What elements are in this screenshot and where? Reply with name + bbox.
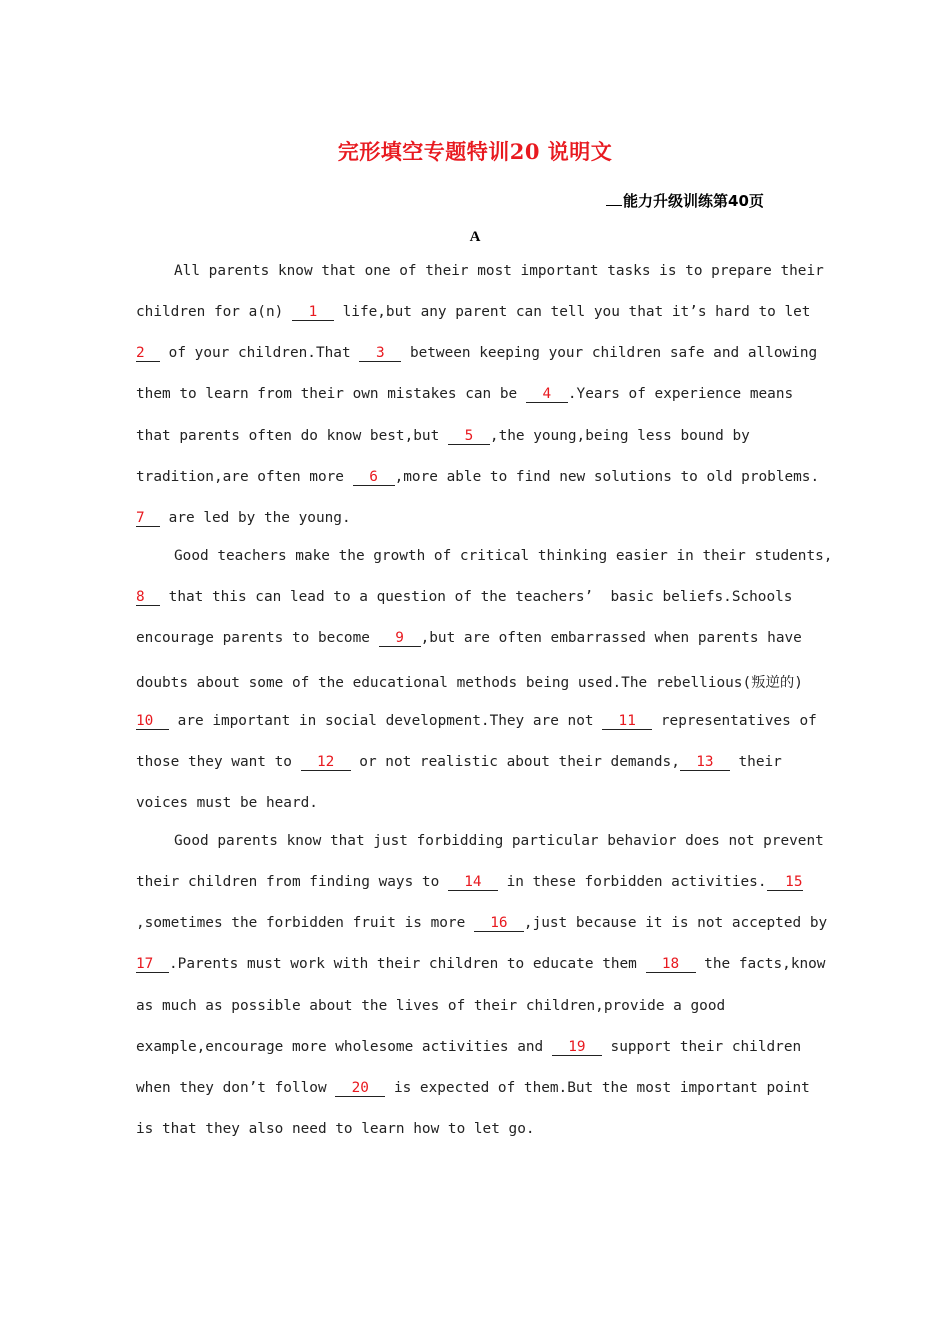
passage-line — [136, 469, 819, 486]
text-run: are led by the young. — [160, 510, 351, 526]
blank-11[interactable]: 11 — [602, 714, 652, 730]
passage-line — [136, 998, 725, 1014]
passage-line — [136, 713, 817, 730]
passage-line — [174, 263, 824, 279]
text-run: All parents know that one of their most important tasks is to prepare their — [174, 263, 824, 279]
text-run: the facts,know — [695, 956, 826, 972]
text-run: those they want to — [136, 754, 301, 770]
text-run: between keeping your children safe and allowing — [401, 345, 818, 361]
text-run: their children from finding ways to — [136, 874, 448, 890]
blank-6[interactable]: 6 — [353, 470, 395, 486]
blank-15[interactable]: 15 — [767, 875, 803, 891]
blank-13[interactable]: 13 — [680, 755, 730, 771]
blank-19[interactable]: 19 — [552, 1040, 602, 1056]
text-run: is expected of them.But the most important point — [385, 1080, 810, 1096]
blank-5[interactable]: 5 — [448, 429, 490, 445]
text-run: children for a(n) — [136, 304, 292, 320]
text-run: that parents often do know best,but — [136, 428, 448, 444]
passage-line — [136, 1039, 801, 1056]
text-run: are important in social development.They are not — [169, 713, 603, 729]
blank-12[interactable]: 12 — [301, 755, 351, 771]
blank-7[interactable]: 7 — [136, 511, 160, 527]
text-run: .Years of experience means — [567, 386, 794, 402]
passage-line — [136, 956, 825, 973]
blank-16[interactable]: 16 — [474, 916, 524, 932]
blank-8[interactable]: 8 — [136, 590, 160, 606]
passage-line — [136, 1121, 535, 1137]
passage-line — [136, 671, 803, 692]
blank-17[interactable]: 17 — [136, 957, 169, 973]
text-run: of your children.That — [160, 345, 360, 361]
text-run: is that they also need to learn how to let go. — [136, 1121, 535, 1137]
text-run: in these forbidden activities. — [497, 874, 767, 890]
passage-line — [136, 345, 817, 362]
text-run: voices must be heard. — [136, 795, 318, 811]
passage-line — [136, 428, 750, 445]
blank-10[interactable]: 10 — [136, 714, 169, 730]
text-run: life,but any parent can tell you that it’s hard to let — [333, 304, 811, 320]
text-run: or not realistic about their demands, — [350, 754, 680, 770]
passage-line — [136, 510, 351, 527]
text-run: encourage parents to become — [136, 630, 379, 646]
blank-20[interactable]: 20 — [335, 1081, 385, 1097]
text-run: when they don’t follow — [136, 1080, 336, 1096]
text-run: representatives of — [652, 713, 817, 729]
text-run: tradition,are often more — [136, 469, 353, 485]
text-run: them to learn from their own mistakes can be — [136, 386, 526, 402]
subtitle-text: 能力升级训练第40页 — [623, 192, 764, 210]
text-run: as much as possible about the lives of their children,provide a good — [136, 998, 726, 1014]
blank-4[interactable]: 4 — [526, 387, 568, 403]
passage-line — [136, 386, 793, 403]
passage-line — [136, 754, 782, 771]
text-run: example,encourage more wholesome activities and — [136, 1039, 552, 1055]
passage-line — [174, 833, 824, 849]
section-label: A — [469, 229, 481, 245]
text-run: Good parents know that just forbidding particular behavior does not prevent — [174, 833, 824, 849]
text-run: ,more able to find new solutions to old problems. — [394, 469, 820, 485]
subtitle-underline — [606, 191, 622, 206]
text-run: ,but are often embarrassed when parents have — [420, 630, 802, 646]
blank-18[interactable]: 18 — [646, 957, 696, 973]
passage-line — [136, 874, 803, 891]
blank-9[interactable]: 9 — [379, 631, 421, 647]
passage-line — [136, 630, 802, 647]
text-run: .Parents must work with their children to educate them — [169, 956, 646, 972]
blank-14[interactable]: 14 — [448, 875, 498, 891]
text-run: ,the young,being less bound by — [489, 428, 750, 444]
passage-line — [136, 795, 318, 811]
blank-3[interactable]: 3 — [359, 346, 401, 362]
page-subtitle — [606, 190, 764, 211]
blank-1[interactable]: 1 — [292, 305, 334, 321]
passage-line — [174, 548, 832, 564]
passage-line — [136, 915, 827, 932]
passage-line — [136, 304, 810, 321]
text-run: support their children — [601, 1039, 802, 1055]
text-run: Good teachers make the growth of critical thinking easier in their students, — [174, 548, 833, 564]
text-run: doubts about some of the educational methods being used.The rebellious(叛逆的) — [136, 675, 803, 691]
text-run: their — [729, 754, 782, 770]
blank-2[interactable]: 2 — [136, 346, 160, 362]
text-run: ,sometimes the forbidden fruit is more — [136, 915, 474, 931]
text-run: that this can lead to a question of the teachers’ basic beliefs.Schools — [160, 589, 793, 605]
passage-line — [136, 1080, 810, 1097]
passage-line — [136, 589, 792, 606]
text-run: ,just because it is not accepted by — [523, 915, 828, 931]
page-title: 完形填空专题特训20 说明文 — [337, 139, 613, 164]
